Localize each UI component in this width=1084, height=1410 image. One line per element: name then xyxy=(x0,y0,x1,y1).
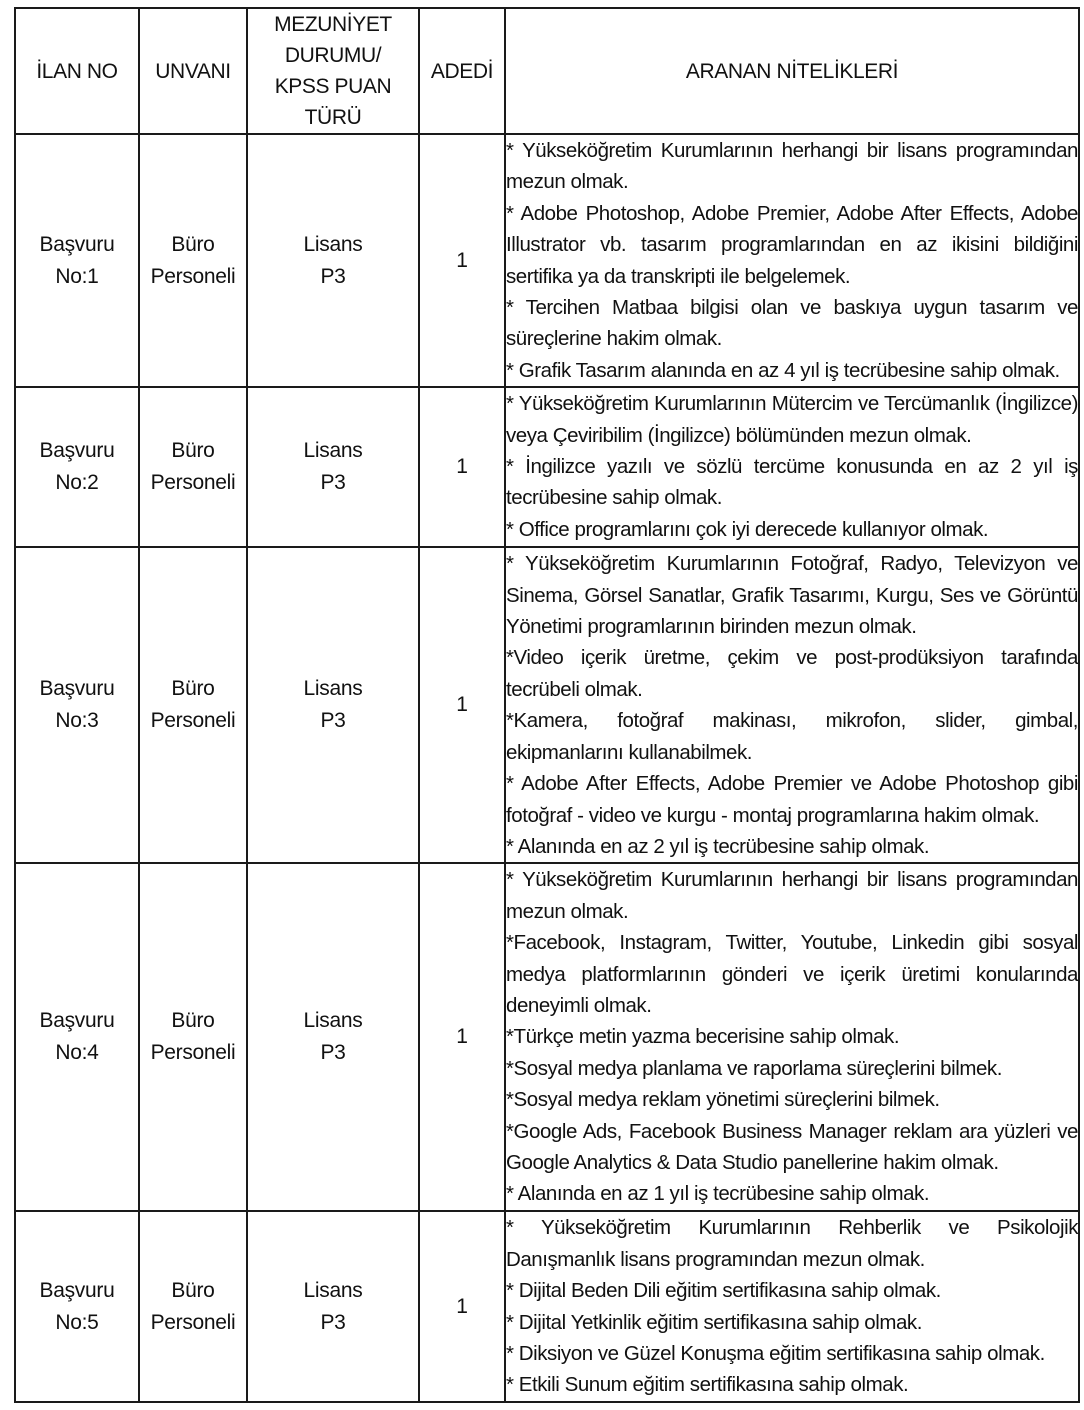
cell-nitelikler xyxy=(505,387,1079,547)
table-row xyxy=(15,387,1079,547)
table-row xyxy=(15,134,1079,387)
ilan-no-line: No:4 xyxy=(55,1041,99,1065)
unvani-line: Büro xyxy=(171,677,215,701)
ilan-no-line: No:1 xyxy=(55,264,99,288)
cell-mezuniyet xyxy=(247,1211,419,1401)
requirement-item: *Kamera, fotoğraf makinası, mikrofon, slider, gimbal, ekipmanlarını kullanabilmek. xyxy=(506,709,1078,764)
cell-unvani xyxy=(139,863,247,1211)
cell-ilan-no xyxy=(15,134,139,387)
header-mezuniyet xyxy=(247,8,419,134)
requirement-item: * Etkili Sunum eğitim sertifikasına sahip olmak. xyxy=(506,1373,909,1397)
requirement-item: * Alanında en az 2 yıl iş tecrübesine sahip olmak. xyxy=(506,834,930,858)
header-mezuniyet-line: TÜRÜ xyxy=(304,106,362,129)
requirement-item: * Dijital Yetkinlik eğitim sertifikasına sahip olmak. xyxy=(506,1310,922,1334)
cell-mezuniyet xyxy=(247,863,419,1211)
cell-nitelikler xyxy=(505,547,1079,863)
cell-adedi: 1 xyxy=(419,134,505,387)
cell-ilan-no xyxy=(15,1211,139,1401)
cell-nitelikler xyxy=(505,1211,1079,1401)
header-nitelikler: ARANAN NİTELİKLERİ xyxy=(505,8,1079,134)
requirement-item: *Sosyal medya planlama ve raporlama süreçlerini bilmek. xyxy=(506,1056,1002,1080)
requirement-item: * Yükseköğretim Kurumlarının Mütercim ve Tercümanlık (İngilizce) veya Çeviribilim (İngilizce) bölümünden mezun olmak. xyxy=(506,392,1078,447)
header-mezuniyet-line: KPSS PUAN xyxy=(274,75,392,98)
unvani-line: Büro xyxy=(171,1278,215,1302)
cell-unvani xyxy=(139,387,247,547)
unvani-line: Personeli xyxy=(150,709,236,733)
cell-ilan-no xyxy=(15,547,139,863)
cell-ilan-no xyxy=(15,863,139,1211)
header-mezuniyet-line: MEZUNİYET xyxy=(274,13,392,36)
mezuniyet-line: P3 xyxy=(320,709,346,733)
cell-ilan-no xyxy=(15,387,139,547)
unvani-line: Personeli xyxy=(150,1041,236,1065)
requirement-item: * Alanında en az 1 yıl iş tecrübesine sahip olmak. xyxy=(506,1182,930,1206)
table-row xyxy=(15,1211,1079,1401)
table-row xyxy=(15,547,1079,863)
ilan-no-line: Başvuru xyxy=(39,439,115,463)
ilan-no-line: Başvuru xyxy=(39,677,115,701)
requirement-item: * Tercihen Matbaa bilgisi olan ve baskıya uygun tasarım ve süreçlerine hakim olmak. xyxy=(506,296,1078,351)
ilan-no-line: Başvuru xyxy=(39,232,115,256)
ilan-no-line: Başvuru xyxy=(39,1278,115,1302)
requirement-item: *Facebook, Instagram, Twitter, Youtube, Linkedin gibi sosyal medya platformlarının gönderi ve içerik üretimi konularında deneyimli olmak. xyxy=(506,931,1078,1017)
cell-mezuniyet xyxy=(247,134,419,387)
requirement-item: * Adobe Photoshop, Adobe Premier, Adobe After Effects, Adobe Illustrator vb. tasarım programlarından en az ikisini bildiğini sertifika ya da transkripti ile belgelemek. xyxy=(506,201,1078,288)
cell-adedi: 1 xyxy=(419,387,505,547)
cell-mezuniyet xyxy=(247,387,419,547)
requirement-item: *Sosyal medya reklam yönetimi süreçlerini bilmek. xyxy=(506,1088,940,1112)
mezuniyet-line: Lisans xyxy=(303,232,363,256)
requirement-item: * Yükseköğretim Kurumlarının herhangi bir lisans programından mezun olmak. xyxy=(506,868,1078,923)
job-listing-table xyxy=(14,7,1080,1403)
unvani-line: Personeli xyxy=(150,1310,236,1334)
cell-unvani xyxy=(139,134,247,387)
mezuniyet-line: Lisans xyxy=(303,677,363,701)
requirement-item: * Dijital Beden Dili eğitim sertifikasına sahip olmak. xyxy=(506,1279,941,1303)
cell-mezuniyet xyxy=(247,547,419,863)
cell-unvani xyxy=(139,547,247,863)
header-ilan-no: İLAN NO xyxy=(15,8,139,134)
unvani-line: Büro xyxy=(171,439,215,463)
cell-nitelikler xyxy=(505,134,1079,387)
requirement-item: * Yükseköğretim Kurumlarının herhangi bir lisans programından mezun olmak. xyxy=(506,139,1078,194)
ilan-no-line: No:3 xyxy=(55,709,99,733)
header-mezuniyet-line: DURUMU/ xyxy=(284,44,382,67)
mezuniyet-line: Lisans xyxy=(303,1009,363,1033)
unvani-line: Personeli xyxy=(150,471,236,495)
cell-adedi: 1 xyxy=(419,547,505,863)
requirement-item: *Google Ads, Facebook Business Manager reklam ara yüzleri ve Google Analytics & Data Studio panellerine hakim olmak. xyxy=(506,1119,1078,1174)
cell-adedi: 1 xyxy=(419,863,505,1211)
requirement-item: * Adobe After Effects, Adobe Premier ve Adobe Photoshop gibi fotoğraf - video ve kurgu - montaj programlarına hakim olmak. xyxy=(506,772,1078,827)
cell-nitelikler xyxy=(505,863,1079,1211)
header-adedi: ADEDİ xyxy=(419,8,505,134)
requirement-item: *Video içerik üretme, çekim ve post-prodüksiyon tarafında tecrübeli olmak. xyxy=(506,646,1078,701)
ilan-no-line: Başvuru xyxy=(39,1009,115,1033)
mezuniyet-line: P3 xyxy=(320,264,346,288)
requirement-item: * Yükseköğretim Kurumlarının Fotoğraf, Radyo, Televizyon ve Sinema, Görsel Sanatlar, Grafik Tasarımı, Kurgu, Ses ve Görüntü Yönetimi programlarının birinden mezun olmak. xyxy=(506,552,1078,639)
requirement-item: *Türkçe metin yazma becerisine sahip olmak. xyxy=(506,1025,900,1049)
table-row xyxy=(15,863,1079,1211)
mezuniyet-line: P3 xyxy=(320,471,346,495)
requirement-item: * Diksiyon ve Güzel Konuşma eğitim sertifikasına sahip olmak. xyxy=(506,1341,1045,1365)
unvani-line: Büro xyxy=(171,232,215,256)
unvani-line: Personeli xyxy=(150,264,236,288)
requirement-item: * Yükseköğretim Kurumlarının Rehberlik ve Psikolojik Danışmanlık lisans programından mezun olmak. xyxy=(506,1216,1078,1271)
table-header-row xyxy=(15,8,1079,134)
cell-adedi: 1 xyxy=(419,1211,505,1401)
cell-unvani xyxy=(139,1211,247,1401)
requirement-item: * Grafik Tasarım alanında en az 4 yıl iş tecrübesine sahip olmak. xyxy=(506,358,1060,382)
unvani-line: Büro xyxy=(171,1009,215,1033)
mezuniyet-line: Lisans xyxy=(303,439,363,463)
requirement-item: * Office programlarını çok iyi derecede kullanıyor olmak. xyxy=(506,517,989,541)
mezuniyet-line: Lisans xyxy=(303,1278,363,1302)
mezuniyet-line: P3 xyxy=(320,1310,346,1334)
header-unvani: UNVANI xyxy=(139,8,247,134)
job-listing-sheet xyxy=(14,7,1078,1403)
ilan-no-line: No:2 xyxy=(55,471,99,495)
mezuniyet-line: P3 xyxy=(320,1041,346,1065)
ilan-no-line: No:5 xyxy=(55,1310,99,1334)
requirement-item: * İngilizce yazılı ve sözlü tercüme konusunda en az 2 yıl iş tecrübesine sahip olmak. xyxy=(506,455,1078,510)
